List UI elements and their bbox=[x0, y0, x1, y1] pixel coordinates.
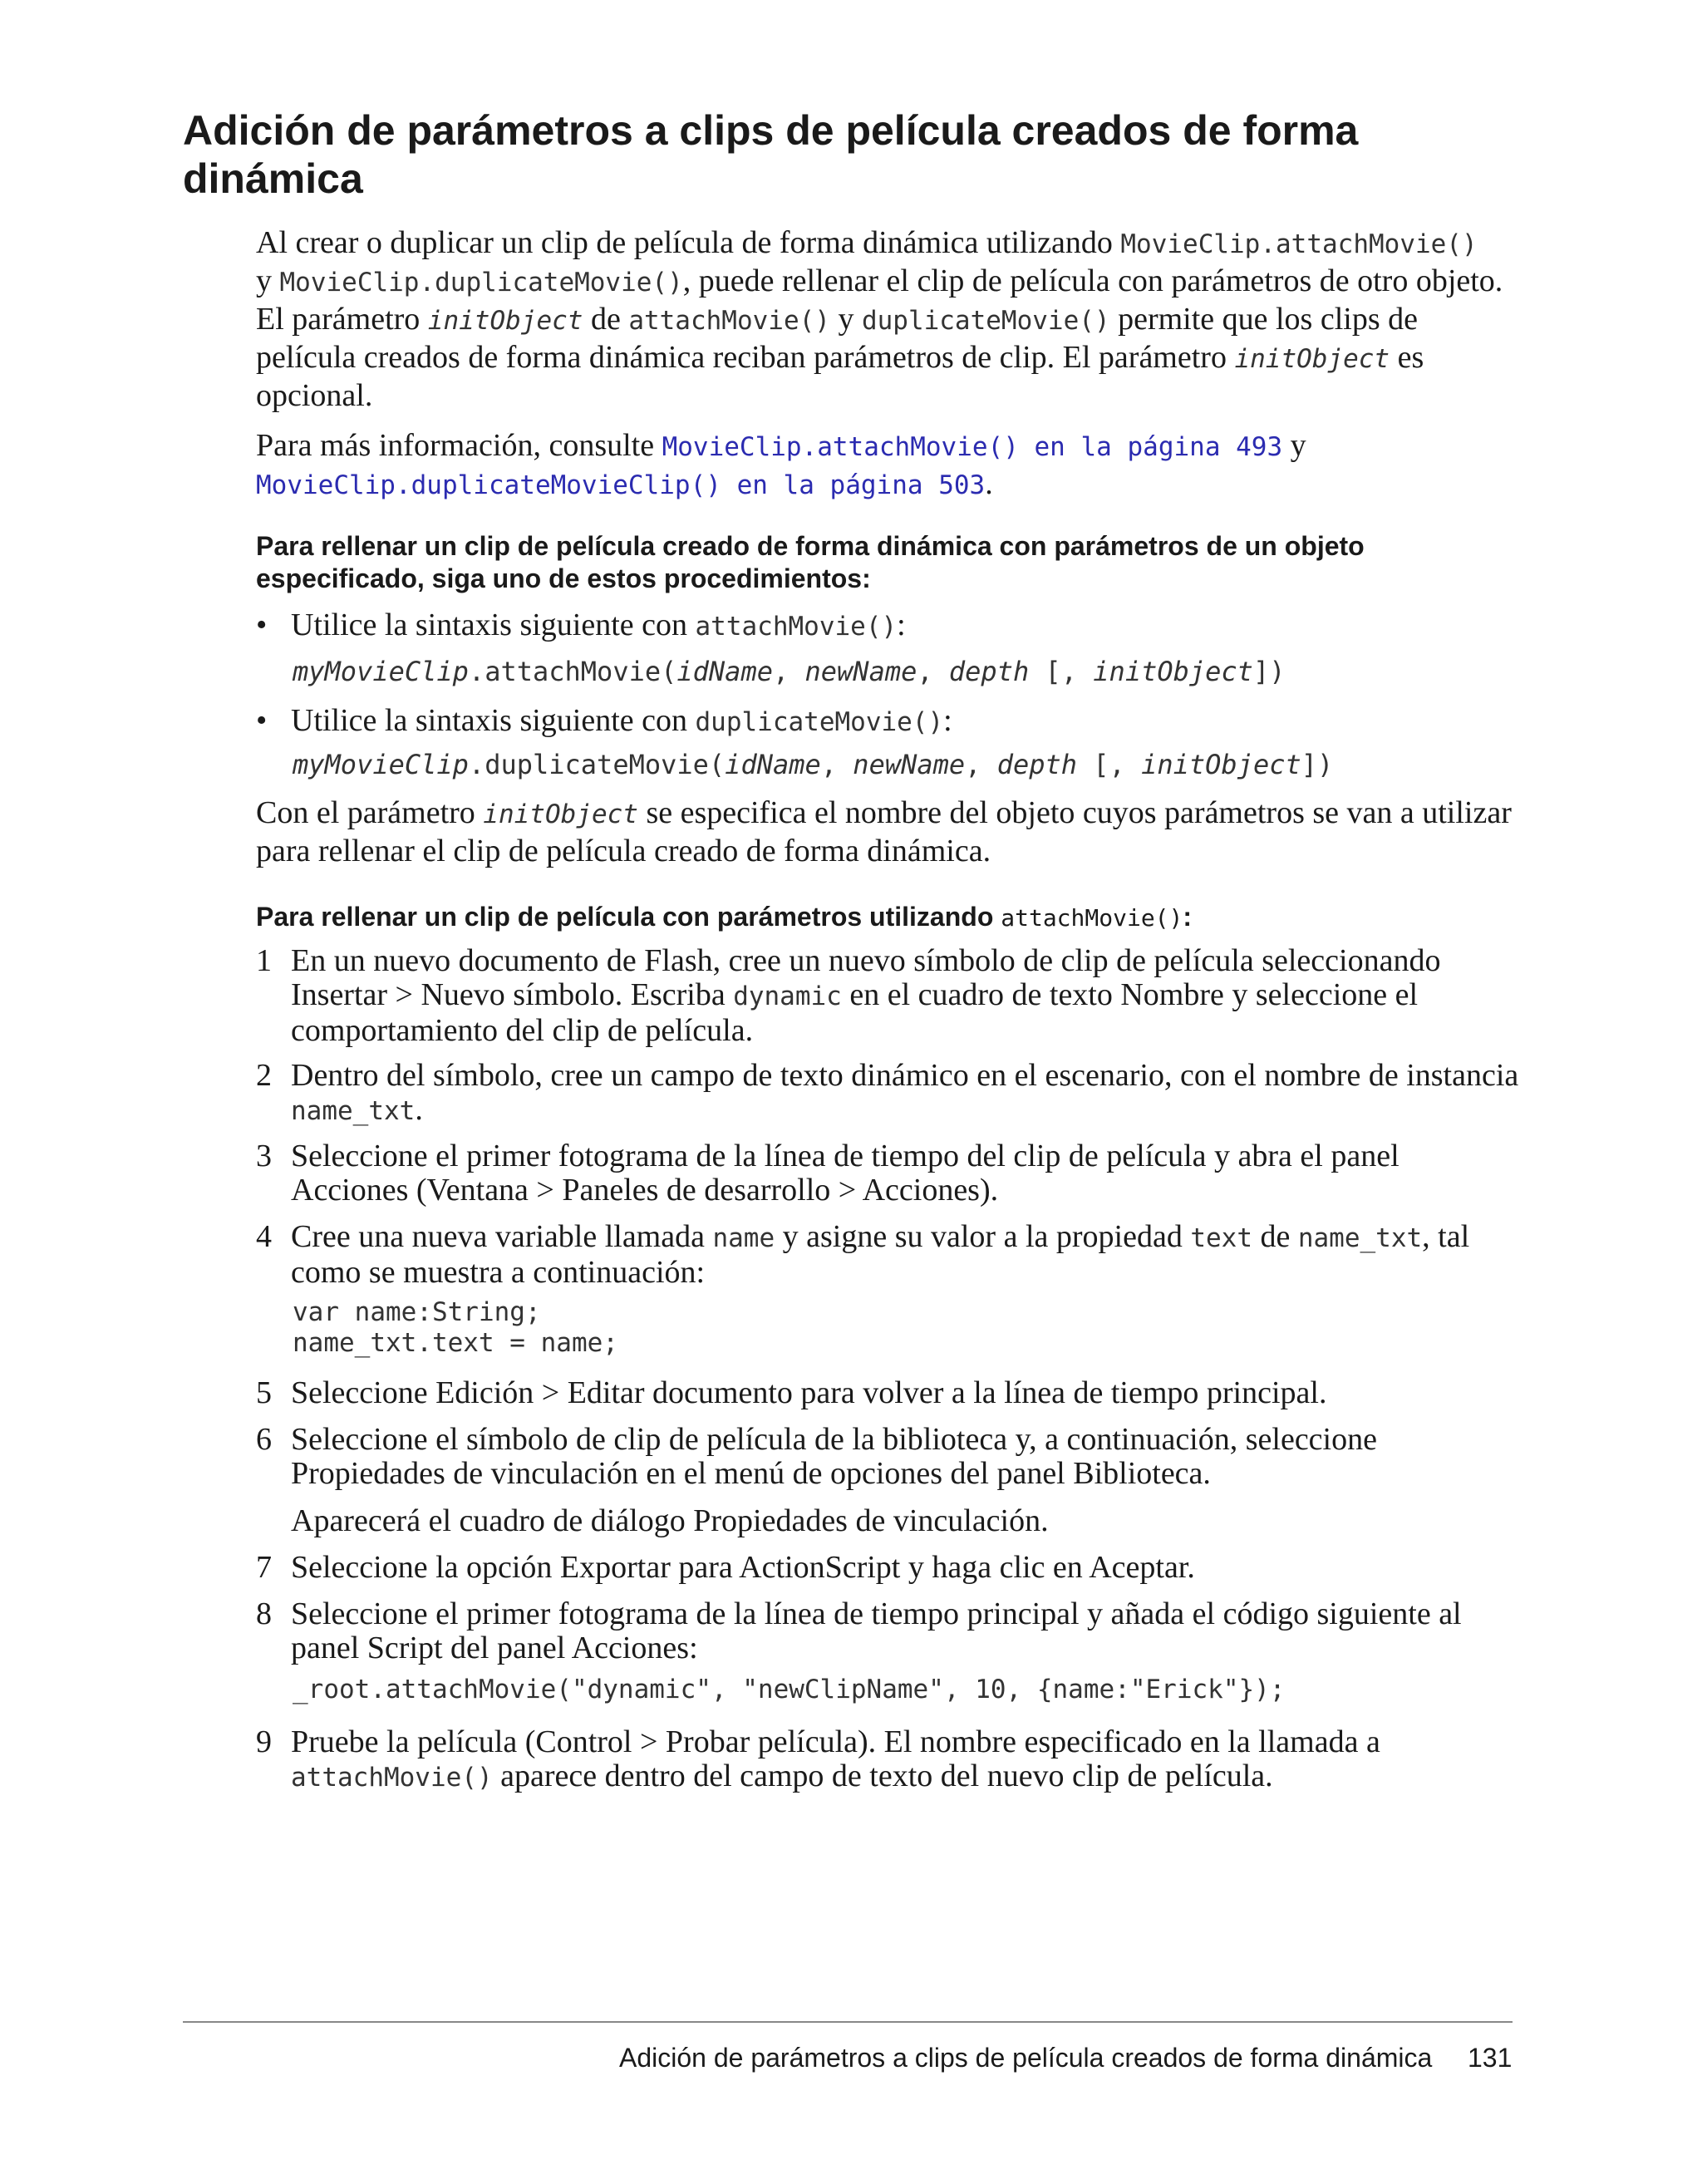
code-block: _root.attachMovie("dynamic", "newClipName", 10, {name:"Erick"}); bbox=[293, 1675, 1286, 1704]
procedure-heading-text: Para rellenar un clip de película con parámetros utilizando bbox=[256, 902, 1001, 932]
syntax-arg: newName bbox=[804, 656, 917, 687]
intro-paragraph bbox=[256, 224, 1519, 414]
syntax-line bbox=[293, 746, 1514, 783]
link-duplicatemovieclip-page[interactable]: MovieClip.duplicateMovieClip() en la página 503 bbox=[256, 470, 986, 500]
intro-text: y bbox=[256, 263, 280, 298]
syntax-arg: depth bbox=[996, 749, 1078, 780]
code-attachmovie: attachMovie() bbox=[1001, 904, 1183, 932]
more-info-text: . bbox=[985, 466, 993, 501]
para-text: se especifica el nombre del objeto cuyos parámetros se van a utilizar para rellenar el clip de película creado de forma dinámica. bbox=[256, 795, 1512, 868]
code-initobject: initObject bbox=[427, 306, 583, 336]
code-duplicatemovie: MovieClip.duplicateMovie() bbox=[279, 268, 683, 298]
page-title: Adición de parámetros a clips de película creados de forma dinámica bbox=[183, 107, 1359, 202]
syntax-end: ]) bbox=[1301, 749, 1334, 780]
code-attachmovie: attachMovie() bbox=[628, 306, 830, 336]
bullet-text: : bbox=[897, 607, 906, 642]
intro-text: Al crear o duplicar un clip de película de forma dinámica utilizando bbox=[256, 225, 1121, 260]
step-text: En un nuevo documento de Flash, cree un nuevo símbolo de clip de película seleccionando Insertar > Nuevo símbolo. Escriba bbox=[291, 943, 1441, 1012]
code-duplicatemovie: duplicateMovie() bbox=[695, 707, 944, 737]
syntax-arg: idName bbox=[676, 656, 773, 687]
bullet-text: Utilice la sintaxis siguiente con bbox=[291, 703, 696, 738]
intro-text: de bbox=[583, 302, 629, 337]
syntax-sep: , bbox=[965, 749, 997, 780]
step-text: Seleccione Edición > Editar documento para volver a la línea de tiempo principal. bbox=[291, 1375, 1327, 1410]
code-duplicatemovie: duplicateMovie() bbox=[861, 306, 1110, 336]
step-number: 6 bbox=[256, 1422, 272, 1457]
step-text: en el cuadro de texto Nombre y seleccione el comportamiento del clip de película. bbox=[291, 977, 1419, 1048]
footer-rule bbox=[183, 2021, 1513, 2023]
step-text: Seleccione el primer fotograma de la línea de tiempo principal y añada el código siguiente al panel Script del panel Acciones: bbox=[291, 1596, 1462, 1665]
syntax-method: .attachMovie( bbox=[468, 656, 677, 687]
running-title: Adición de parámetros a clips de película creados de forma dinámica bbox=[619, 2043, 1433, 2073]
step-text: Seleccione el símbolo de clip de película de la biblioteca y, a continuación, seleccione Propiedades de vinculación en el menú de opciones del panel Biblioteca. bbox=[291, 1422, 1377, 1491]
syntax-arg: initObject bbox=[1093, 656, 1253, 687]
syntax-arg: idName bbox=[725, 749, 821, 780]
code-dynamic: dynamic bbox=[733, 981, 842, 1011]
bullet-text: : bbox=[943, 703, 952, 738]
step-number: 1 bbox=[256, 943, 272, 978]
intro-text: permite que los clips de película creados de forma dinámica reciban parámetros de clip. El parámetro bbox=[256, 302, 1418, 375]
syntax-object: myMovieClip bbox=[293, 656, 469, 687]
syntax-sep: , bbox=[772, 656, 805, 687]
code-name: name bbox=[712, 1223, 775, 1253]
syntax-line bbox=[293, 653, 1514, 690]
para-text: Con el parámetro bbox=[256, 795, 484, 830]
list-item bbox=[256, 702, 1519, 739]
step-text: Seleccione la opción Exportar para ActionScript y haga clic en Aceptar. bbox=[291, 1550, 1195, 1585]
step-text: Seleccione el primer fotograma de la línea de tiempo del clip de película y abra el panel Acciones (Ventana > Paneles de desarrollo > Acciones). bbox=[291, 1139, 1399, 1208]
bullet-glyph: • bbox=[256, 607, 268, 642]
more-info-paragraph bbox=[256, 427, 1519, 504]
more-info-text: y bbox=[1282, 428, 1306, 463]
syntax-arg: initObject bbox=[1141, 749, 1301, 780]
syntax-sep: , bbox=[917, 656, 949, 687]
step-number: 2 bbox=[256, 1058, 272, 1093]
step-number: 3 bbox=[256, 1139, 272, 1173]
page-number: 131 bbox=[1468, 2043, 1513, 2073]
code-name-txt: name_txt bbox=[1297, 1223, 1423, 1253]
bullet-glyph: • bbox=[256, 703, 268, 738]
code-block: var name:String; name_txt.text = name; bbox=[293, 1297, 618, 1358]
step-text: aparece dentro del campo de texto del nuevo clip de película. bbox=[492, 1759, 1273, 1793]
syntax-sep: [, bbox=[1077, 749, 1142, 780]
step-text: Dentro del símbolo, cree un campo de texto dinámico en el escenario, con el nombre de instancia bbox=[291, 1058, 1519, 1093]
syntax-sep: , bbox=[820, 749, 853, 780]
list-item bbox=[256, 607, 1519, 643]
initobject-paragraph bbox=[256, 794, 1519, 869]
procedure-heading-text: : bbox=[1183, 902, 1193, 932]
step-text: Cree una nueva variable llamada bbox=[291, 1219, 713, 1254]
syntax-arg: newName bbox=[853, 749, 966, 780]
code-initobject: initObject bbox=[483, 799, 638, 829]
link-attachmovie-page[interactable]: MovieClip.attachMovie() en la página 493 bbox=[662, 432, 1283, 462]
code-initobject: initObject bbox=[1234, 344, 1390, 374]
syntax-method: .duplicateMovie( bbox=[468, 749, 726, 780]
code-attachmovie: attachMovie() bbox=[291, 1763, 493, 1793]
step-number: 5 bbox=[256, 1375, 272, 1410]
procedure-heading: Para rellenar un clip de película creado de forma dinámica con parámetros de un objeto especificado, siga uno de estos procedimientos: bbox=[256, 531, 1365, 593]
syntax-object: myMovieClip bbox=[293, 749, 469, 780]
step-text: y asigne su valor a la propiedad bbox=[775, 1219, 1191, 1254]
code-name-txt: name_txt bbox=[291, 1096, 416, 1126]
step-text: de bbox=[1252, 1219, 1298, 1254]
step-number: 8 bbox=[256, 1596, 272, 1631]
step-note-text: Aparecerá el cuadro de diálogo Propiedades de vinculación. bbox=[291, 1503, 1049, 1538]
step-text: , tal como se muestra a continuación: bbox=[291, 1219, 1470, 1290]
step-number: 9 bbox=[256, 1724, 272, 1759]
more-info-text: Para más información, consulte bbox=[256, 428, 662, 463]
code-attachmovie: attachMovie() bbox=[695, 612, 898, 642]
bullet-text: Utilice la sintaxis siguiente con bbox=[291, 607, 696, 642]
code-attachmovie: MovieClip.attachMovie() bbox=[1120, 229, 1478, 259]
procedure-heading bbox=[256, 901, 1519, 934]
step-number: 7 bbox=[256, 1550, 272, 1585]
intro-text: y bbox=[829, 302, 862, 337]
syntax-end: ]) bbox=[1252, 656, 1286, 687]
syntax-arg: depth bbox=[948, 656, 1030, 687]
step-text: . bbox=[415, 1092, 423, 1127]
code-text: text bbox=[1190, 1223, 1252, 1253]
intro-text: , puede rellenar el clip de película con parámetros de otro objeto. El parámetro bbox=[256, 263, 1503, 337]
intro-text: es opcional. bbox=[256, 340, 1424, 413]
step-number: 4 bbox=[256, 1219, 272, 1254]
step-text: Pruebe la película (Control > Probar película). El nombre especificado en la llamada a bbox=[291, 1724, 1380, 1759]
syntax-sep: [, bbox=[1029, 656, 1094, 687]
